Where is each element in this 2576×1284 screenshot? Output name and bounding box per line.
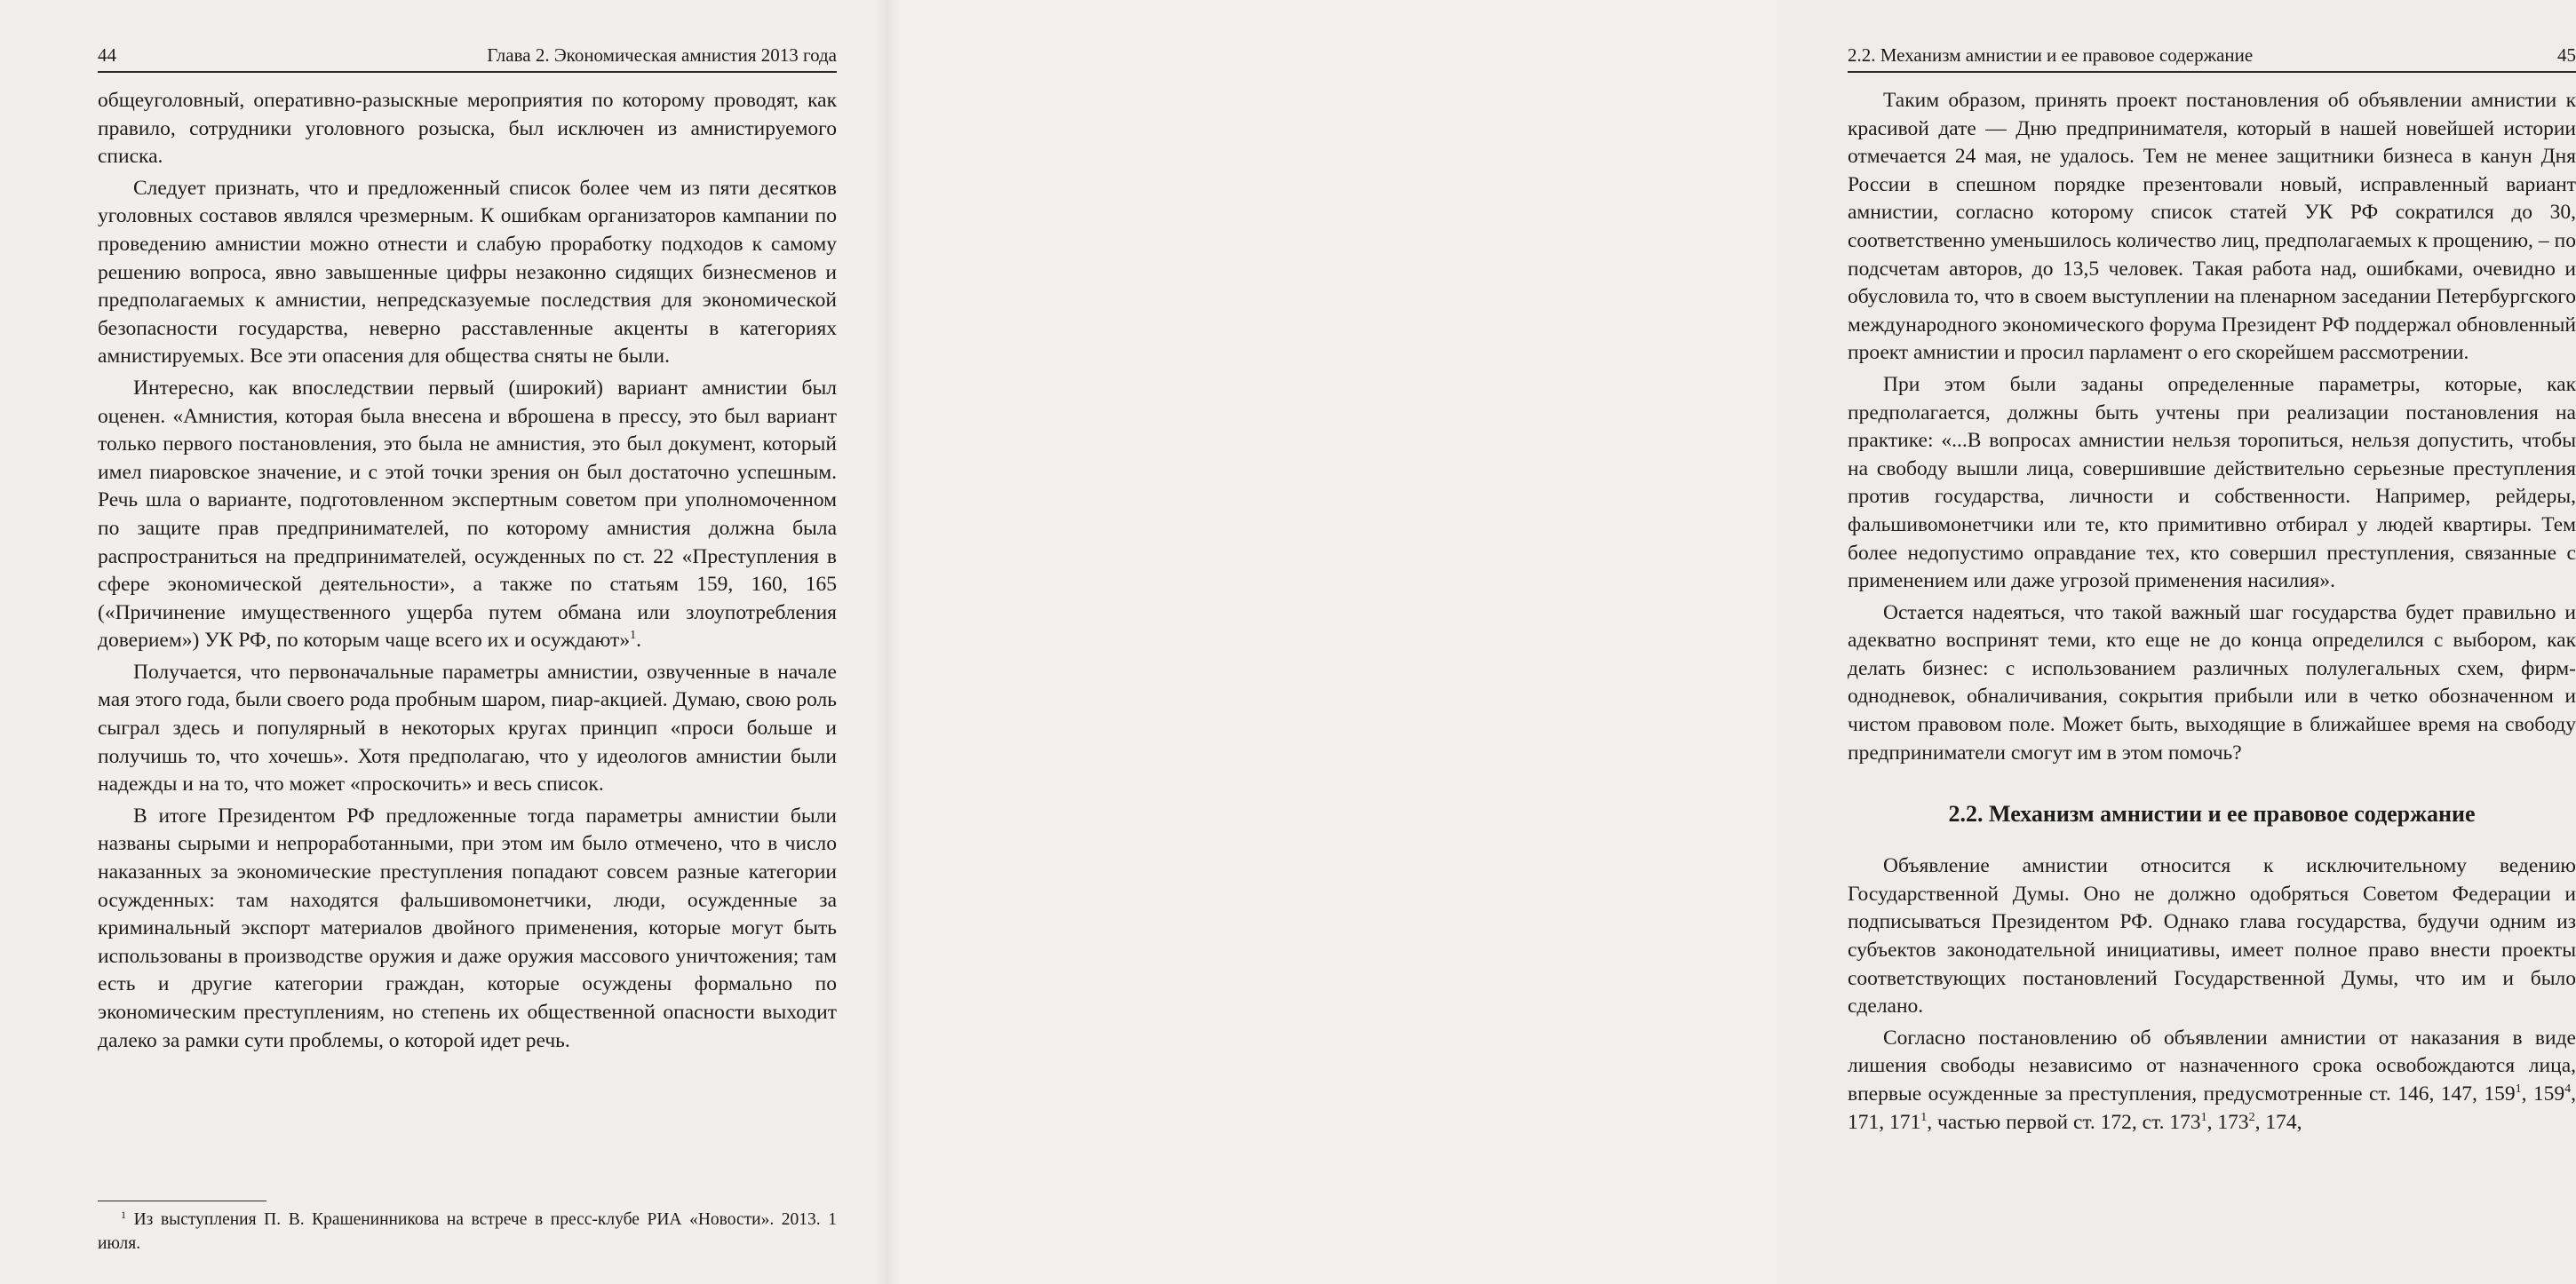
right-page-header [1848, 39, 2576, 73]
paragraph: Остается надеяться, что такой важный шаг государства будет правильно и адекватно воспринят теми, кто еще не до конца определился с выбором, как делать бизнес: с использованием различных полулегальных схем, фирм-однодневок, обналичивания, сокрытия прибыли или в четко обозначенном и чистом правовом поле. Может быть, выходящие в ближайшее время на свободу предприниматели смогут им в этом помочь? [1848, 600, 2576, 765]
left-page-header [98, 39, 837, 73]
running-head: 2.2. Механизм амнистии и ее правовое содержание [1848, 44, 2254, 66]
book-gutter [875, 0, 902, 1284]
paragraph: В итоге Президентом РФ предложенные тогда параметры амнистии были названы сырыми и непроработанными, при этом им было отмечено, что в число наказанных за экономические преступления попадают совсем разные категории осужденных: там находятся фальшивомонетчики, люди, осужденные за криминальный экспорт материалов двойного применения, которые могут быть использованы в производстве оружия и даже оружия массового уничтожения; там есть и другие категории граждан, которые осуждены формально по экономическим преступлениям, но степень их общественной опасности выходит далеко за рамки сути проблемы, о которой идет речь. [98, 804, 837, 1052]
left-page [0, 0, 888, 1284]
text-run: , 159 [2521, 1082, 2565, 1106]
running-head: Глава 2. Экономическая амнистия 2013 года [487, 44, 837, 66]
footnote-mark: 1 [121, 1209, 126, 1221]
paragraph-text: Интересно, как впоследствии первый (широкий) вариант амнистии был оценен. «Амнистия, которая была внесена и вброшена в прессу, это был вариант только первого постановления, это была не амнистия, это был документ, который имел пиаровское значение, и с этой точки зрения он был достаточно успешным. Речь шла о варианте, подготовленном экспертным советом при уполномоченном по защите прав предпринимателей, по которому амнистия должна была распространиться на предпринимателей, осужденных по ст. 22 «Преступления в сфере экономической деятельности», а также по статьям 159, 160, 165 («Причинение имущественного ущерба путем обмана или злоупотребления доверием») УК РФ, по которым чаще всего их и осуждают» [98, 376, 837, 653]
paragraph: При этом были заданы определенные параметры, которые, как предполагается, должны быть учтены при реализации постановления на практике: «...В вопросах амнистии нельзя торопиться, нельзя допустить, чтобы на свободу вышли лица, совершившие действительно серьезные преступления против государства, личности и собственности. Например, рейдеры, фальшивомонетчики или те, кто примитивно отбирал у людей квартиры. Тем более недопустимо оправдание тех, кто совершил преступления, связанные с применением или даже угрозой применения насилия». [1848, 372, 2576, 593]
text-run: , частью первой ст. 172, ст. 173 [1927, 1110, 2201, 1134]
text-run: , 171, 171 [1848, 1082, 2576, 1134]
section-heading: 2.2. Механизм амнистии и ее правовое содержание [1948, 801, 2476, 828]
footnote [98, 1208, 837, 1256]
superscript: 1 [1920, 1110, 1928, 1124]
page-number: 44 [98, 44, 116, 66]
text-run: Согласно постановлению об объявлении амнистии от наказания в виде лишения свободы независимо от назначенного срока освобождаются лица, впервые осужденные за преступления, предусмотренные ст. 146, 147, 159 [1848, 1026, 2576, 1106]
paragraph: Таким образом, принять проект постановления об объявлении амнистии к красивой дате — Дню предпринимателя, который в нашей новейшей истории отмечается 24 мая, не удалось. Тем не менее защитники бизнеса в канун Дня России в спешном порядке презентовали новый, исправленный вариант амнистии, согласно которому список статей УК РФ сократился до 30, соответственно уменьшилось количество лиц, предполагаемых к прощению, – по подсчетам авторов, до 13,5 человек. Такая работа над, ошибками, очевидно и обусловила то, что в своем выступлении на пленарном заседании Петербургского международного экономического форума Президент РФ поддержал обновленный проект амнистии и просил парламент о его скорейшем рассмотрении. [1848, 89, 2576, 365]
superscript: 1 [2515, 1082, 2522, 1096]
text-run: , 173 [2206, 1110, 2249, 1134]
superscript: 1 [2200, 1110, 2207, 1124]
superscript: 2 [2248, 1110, 2255, 1124]
footnote-text: Из выступления П. В. Крашенинникова на встрече в пресс-клубе РИА «Новости». 2013. 1 июля. [98, 1210, 837, 1253]
paragraph-with-superscripts [1848, 1025, 2576, 1137]
right-page [888, 0, 2576, 1284]
paragraph-end: . [636, 629, 641, 653]
paragraph: Получается, что первоначальные параметры амнистии, озвученные в начале мая этого года, были своего рода пробным шаром, пиар-акцией. Думаю, свою роль сыграл здесь и популярный в некоторых кругах принцип «проси больше и получишь то, что хочешь». Хотя предполагаю, что у идеологов амнистии были надежды и на то, что может «проскочить» и весь список. [98, 660, 837, 797]
right-page-body [1848, 87, 2576, 1137]
paragraph: общеуголовный, оперативно-разыскные мероприятия по которому проводят, как правило, сотрудники уголовного розыска, был исключен из амнистируемого списка. [98, 89, 837, 169]
paragraph: Следует признать, что и предложенный список более чем из пяти десятков уголовных составов являлся чрезмерным. К ошибкам организаторов кампании по проведению амнистии можно отнести и слабую проработку подходов к самому решению вопроса, явно завышенные цифры незаконно сидящих бизнесменов и предполагаемых к амнистии, непредсказуемые последствия для экономической безопасности государства, неверно расставленные акценты в категориях амнистируемых. Все эти опасения для общества сняты не были. [98, 176, 837, 369]
left-page-body [98, 87, 837, 1055]
superscript: 4 [2564, 1082, 2572, 1096]
page-number: 45 [2557, 44, 2576, 66]
footnote-reference: 1 [630, 629, 637, 643]
paragraph: Объявление амнистии относится к исключительному ведению Государственной Думы. Оно не должно одобряться Советом Федерации и подписываться Президентом РФ. Однако глава государства, будучи одним из субъектов законодательной инициативы, имеет полное право внести проекты соответствующих постановлений Государственной Думы, что им и было сделано. [1848, 854, 2576, 1018]
paragraph-with-footnote [98, 375, 837, 655]
text-run: , 174, [2254, 1110, 2302, 1134]
